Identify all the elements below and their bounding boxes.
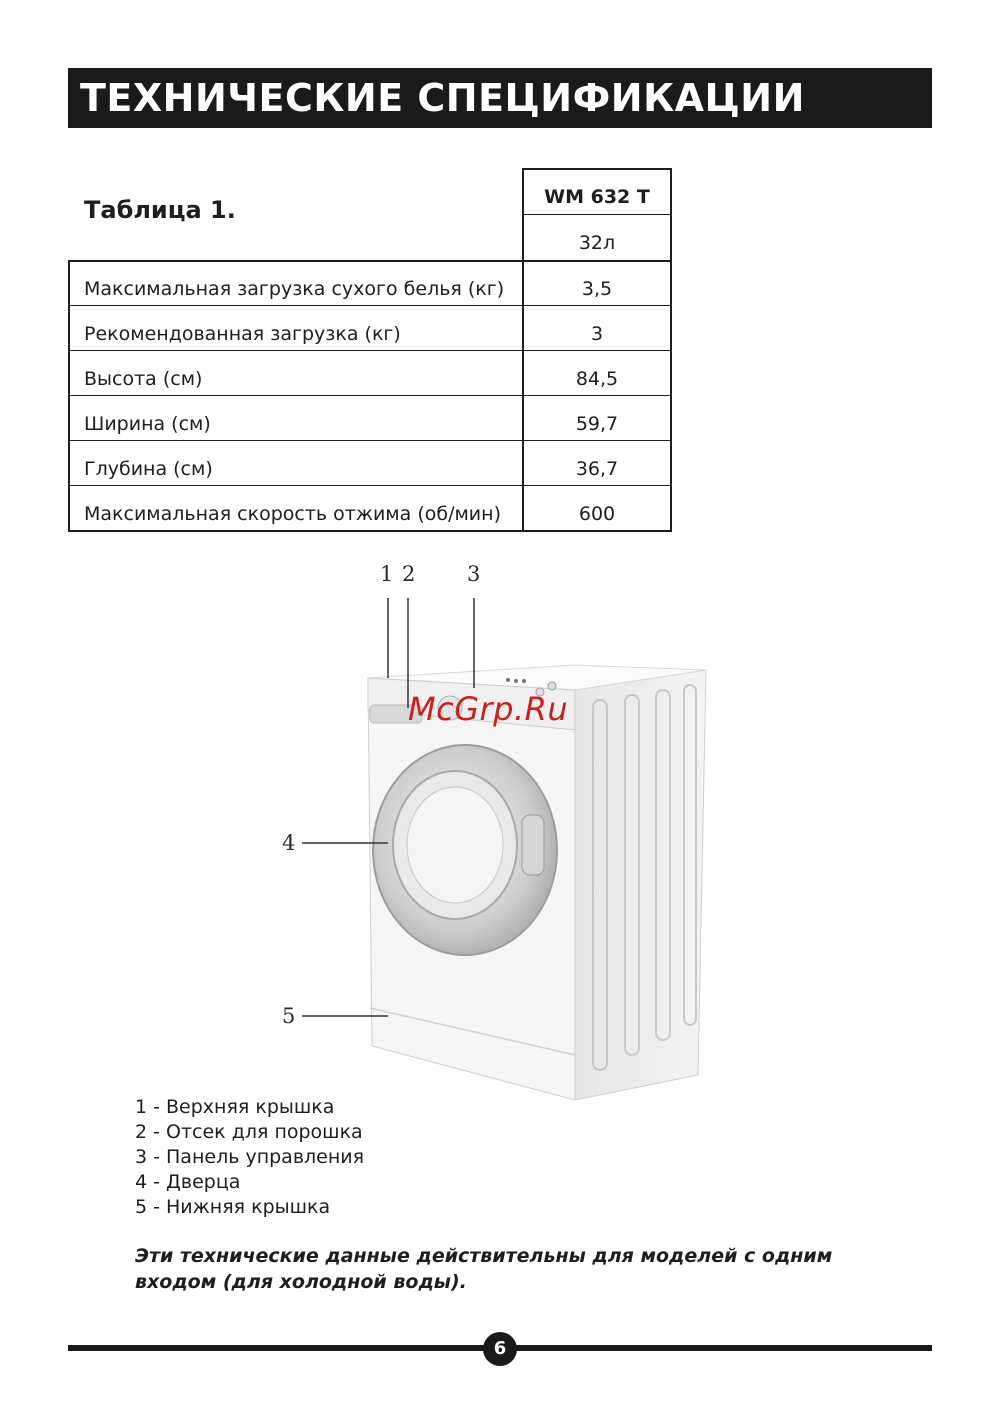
callout-4: 4 (282, 831, 296, 855)
row-value: 84,5 (575, 368, 619, 390)
callout-5: 5 (282, 1004, 296, 1028)
button (548, 682, 556, 690)
legend-item: 1 - Верхняя крышка (135, 1096, 335, 1118)
section-header (68, 68, 932, 128)
side-panel (575, 670, 706, 1100)
table-border-left (68, 260, 70, 532)
legend (135, 1095, 364, 1220)
row-value: 3,5 (581, 278, 613, 300)
table-grid-line (68, 260, 672, 262)
table-grid-line (68, 350, 672, 351)
watermark: McGrp.Ru (408, 690, 569, 728)
legend-item: 3 - Панель управления (135, 1146, 365, 1168)
page-title: ТЕХНИЧЕСКИЕ СПЕЦИФИКАЦИИ (80, 76, 805, 120)
washing-machine-illustration (270, 560, 730, 1110)
table-border-bottom (68, 530, 672, 532)
note: Эти технические данные действительны для моделей с одним входом (для холодной воды). (135, 1245, 833, 1293)
table-grid-line (68, 485, 672, 486)
door-handle (522, 815, 544, 875)
callout-1: 1 (380, 562, 394, 586)
legend-item: 5 - Нижняя крышка (135, 1196, 331, 1218)
row-label: Ширина (см) (84, 413, 211, 435)
row-label: Глубина (см) (84, 458, 213, 480)
row-label: Максимальная скорость отжима (об/мин) (84, 503, 501, 525)
row-value: 59,7 (575, 413, 619, 435)
legend-item: 4 - Дверца (135, 1171, 241, 1193)
row-value: 3 (590, 323, 604, 345)
washing-machine-diagram (270, 560, 730, 1110)
callout-3: 3 (467, 562, 481, 586)
indicator-light (506, 678, 510, 682)
legend-item: 2 - Отсек для порошка (135, 1121, 363, 1143)
table-grid-line (68, 440, 672, 441)
table-grid-line (522, 214, 672, 215)
drum (407, 787, 503, 903)
table-border-top (522, 168, 672, 170)
drum-volume: 32л (578, 232, 616, 254)
row-label: Высота (см) (84, 368, 203, 390)
indicator-light (522, 679, 526, 683)
row-label: Максимальная загрузка сухого белья (кг) (84, 278, 505, 300)
table-caption: Таблица 1. (84, 196, 236, 224)
model-name: WM 632 T (544, 186, 650, 208)
callout-2: 2 (402, 562, 416, 586)
page-number: 6 (483, 1332, 517, 1366)
table-grid-line (68, 395, 672, 396)
table-grid-line (68, 305, 672, 306)
indicator-light (514, 679, 518, 683)
row-value: 36,7 (575, 458, 619, 480)
row-value: 600 (578, 503, 616, 525)
row-label: Рекомендованная загрузка (кг) (84, 323, 401, 345)
